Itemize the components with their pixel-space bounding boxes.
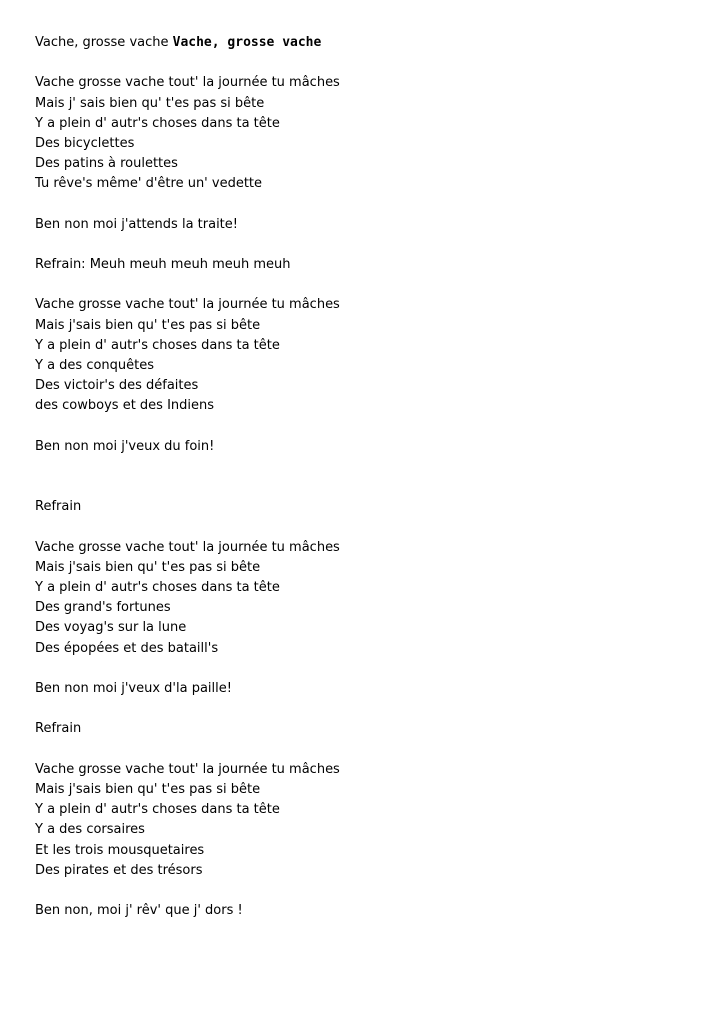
lyric-line: Y a plein d' autr's choses dans ta tête [35, 337, 280, 353]
spacer [35, 740, 695, 760]
lyrics-document [35, 33, 695, 921]
spacer [35, 195, 695, 215]
lyric-line: des cowboys et des Indiens [35, 398, 215, 414]
refrain-marker-2: Refrain [35, 499, 82, 515]
title-plain: Vache, grosse vache [35, 35, 173, 50]
lyric-line: Et les trois mousquetaires [35, 842, 205, 858]
verse-ending-2: Ben non moi j'veux du foin! [35, 438, 215, 454]
song-title [35, 33, 695, 53]
lyric-line: Des épopées et des bataill's [35, 640, 219, 656]
lyric-line: Y a plein d' autr's choses dans ta tête [35, 802, 280, 818]
lyric-line: Des patins à roulettes [35, 156, 178, 172]
lyric-line: Mais j'sais bien qu' t'es pas si bête [35, 559, 261, 575]
verse-ending-3: Ben non moi j'veux d'la paille! [35, 681, 232, 696]
refrain-marker-3: Refrain [35, 721, 82, 737]
lyric-line: Des pirates et des trésors [35, 862, 203, 878]
verse-ending-1: Ben non moi j'attends la traite! [35, 216, 238, 232]
lyric-line: Y a des corsaires [35, 822, 145, 838]
lyric-line: Mais j' sais bien qu' t'es pas si bête [35, 95, 265, 111]
lyric-line: Des voyag's sur la lune [35, 620, 187, 636]
verse-ending-4: Ben non, moi j' rêv' que j' dors ! [35, 903, 243, 919]
lyric-line: Vache grosse vache tout' la journée tu mâches [35, 539, 340, 555]
spacer [35, 53, 695, 73]
spacer [35, 477, 695, 497]
lyric-line: Y a plein d' autr's choses dans ta tête [35, 580, 280, 596]
verse-3 [35, 538, 695, 659]
spacer [35, 518, 695, 538]
lyric-line: Des bicyclettes [35, 135, 135, 151]
verse-4 [35, 760, 695, 881]
lyric-line: Vache grosse vache tout' la journée tu mâches [35, 761, 340, 777]
verse-2 [35, 295, 695, 416]
spacer [35, 659, 695, 679]
lyric-line: Tu rêve's même' d'être un' vedette [35, 176, 263, 192]
spacer [35, 275, 695, 295]
spacer [35, 699, 695, 719]
lyric-line: Des victoir's des défaites [35, 378, 199, 394]
verse-1 [35, 73, 695, 194]
spacer [35, 457, 695, 477]
lyric-line: Y a plein d' autr's choses dans ta tête [35, 115, 280, 131]
refrain-full: Refrain: Meuh meuh meuh meuh meuh [35, 257, 291, 273]
spacer [35, 881, 695, 901]
lyric-line: Vache grosse vache tout' la journée tu mâches [35, 297, 340, 313]
lyric-line: Vache grosse vache tout' la journée tu mâches [35, 75, 340, 91]
lyric-line: Mais j'sais bien qu' t'es pas si bête [35, 317, 261, 333]
spacer [35, 235, 695, 255]
spacer [35, 417, 695, 437]
lyric-line: Y a des conquêtes [35, 358, 155, 373]
lyric-line: Mais j'sais bien qu' t'es pas si bête [35, 781, 261, 797]
title-bold: Vache, grosse vache [172, 35, 322, 50]
lyric-line: Des grand's fortunes [35, 600, 171, 616]
